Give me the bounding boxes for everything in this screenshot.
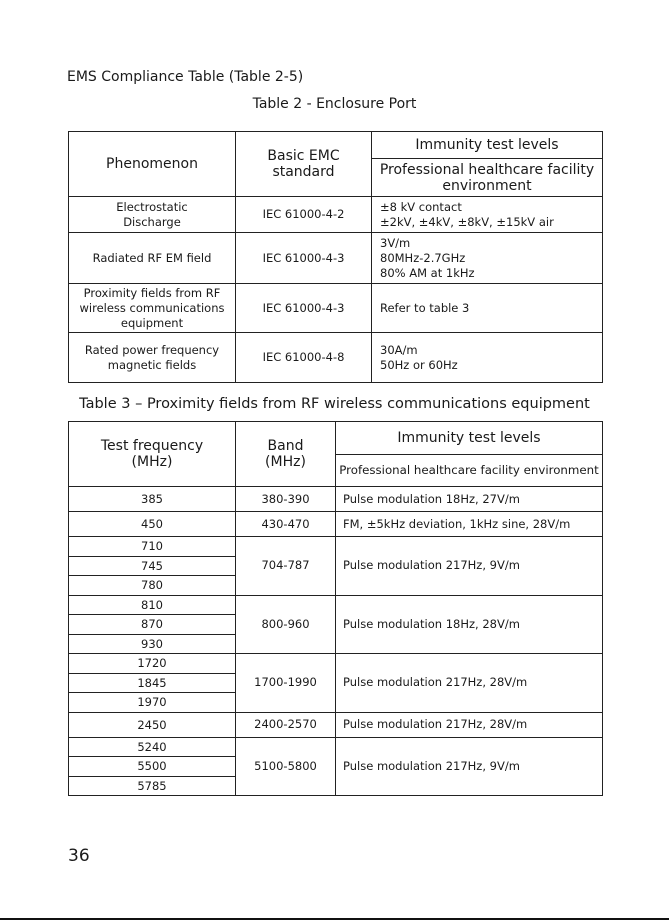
header-band: [236, 422, 336, 487]
frequency-cell: 1845: [69, 673, 236, 693]
enclosure-port-table: [68, 131, 603, 383]
phenomenon-line: Discharge: [123, 214, 181, 229]
frequency-cell: 2450: [69, 712, 236, 737]
immunity-level-cell: Pulse modulation 18Hz, 28V/m: [336, 595, 603, 654]
page-bottom-rule: [0, 918, 669, 920]
phenomenon-line: magnetic fields: [107, 357, 197, 372]
table-row: [69, 233, 603, 284]
table-row: [69, 284, 603, 333]
standard-cell: IEC 61000-4-8: [236, 333, 372, 383]
header-environment: Professional healthcare facility environment: [372, 159, 603, 197]
immunity-level-cell: FM, ±5kHz deviation, 1kHz sine, 28V/m: [336, 512, 603, 537]
phenomenon-cell: [69, 284, 236, 333]
immunity-level-cell: Pulse modulation 217Hz, 28V/m: [336, 654, 603, 713]
band-cell: 800-960: [236, 595, 336, 654]
header-band-line1: Band: [267, 438, 304, 454]
immunity-level-cell: Pulse modulation 217Hz, 9V/m: [336, 737, 603, 796]
level-line: 3V/m: [380, 235, 411, 250]
table-row: [69, 712, 603, 737]
phenomenon-line: Rated power frequency: [84, 342, 220, 357]
level-line: Refer to table 3: [380, 300, 470, 315]
frequency-cell: 5500: [69, 757, 236, 777]
band-cell: 380-390: [236, 487, 336, 512]
table-row: [69, 595, 603, 615]
header-basic-standard: Basic EMC standard: [236, 132, 372, 197]
level-line: 80% AM at 1kHz: [380, 265, 475, 280]
table-row: [69, 197, 603, 233]
levels-cell: [372, 197, 603, 233]
frequency-cell: 450: [69, 512, 236, 537]
page-number: 36: [68, 846, 90, 866]
band-cell: 1700-1990: [236, 654, 336, 713]
phenomenon-line: Electrostatic: [116, 199, 188, 214]
header-immunity-levels: Immunity test levels: [372, 132, 603, 159]
header-band-line2: (MHz): [265, 454, 306, 470]
header-test-frequency: [69, 422, 236, 487]
frequency-cell: 5240: [69, 737, 236, 757]
table-row: [69, 654, 603, 674]
section-title: EMS Compliance Table (Table 2-5): [67, 69, 304, 85]
header-immunity-levels: Immunity test levels: [336, 422, 603, 455]
table2-caption: Table 2 - Enclosure Port: [252, 96, 417, 112]
standard-cell: IEC 61000-4-3: [236, 233, 372, 284]
band-cell: 430-470: [236, 512, 336, 537]
frequency-cell: 1720: [69, 654, 236, 674]
standard-cell: IEC 61000-4-3: [236, 284, 372, 333]
frequency-cell: 810: [69, 595, 236, 615]
levels-cell: [372, 333, 603, 383]
table3-caption: Table 3 – Proximity fields from RF wireless communications equipment: [79, 396, 590, 412]
immunity-level-cell: Pulse modulation 18Hz, 27V/m: [336, 487, 603, 512]
header-test-frequency-line1: Test frequency: [100, 438, 204, 454]
phenomenon-line: wireless communications: [79, 300, 225, 315]
table-row: [69, 537, 603, 557]
phenomenon-line: Radiated RF EM field: [92, 250, 212, 265]
frequency-cell: 385: [69, 487, 236, 512]
frequency-cell: 745: [69, 556, 236, 576]
frequency-cell: 870: [69, 615, 236, 635]
phenomenon-cell: [69, 197, 236, 233]
frequency-cell: 1970: [69, 693, 236, 713]
band-cell: 2400-2570: [236, 712, 336, 737]
frequency-cell: 5785: [69, 776, 236, 796]
level-line: 30A/m: [380, 342, 418, 357]
immunity-level-cell: Pulse modulation 217Hz, 9V/m: [336, 537, 603, 596]
phenomenon-cell: [69, 333, 236, 383]
band-cell: 5100-5800: [236, 737, 336, 796]
level-line: ±8 kV contact: [380, 199, 462, 214]
standard-cell: IEC 61000-4-2: [236, 197, 372, 233]
levels-cell: [372, 233, 603, 284]
levels-cell: [372, 284, 603, 333]
header-phenomenon: Phenomenon: [69, 132, 236, 197]
level-line: ±2kV, ±4kV, ±8kV, ±15kV air: [380, 214, 554, 229]
header-environment: Professional healthcare facility environment: [336, 455, 603, 487]
immunity-level-cell: Pulse modulation 217Hz, 28V/m: [336, 712, 603, 737]
table-row: [69, 333, 603, 383]
level-line: 50Hz or 60Hz: [380, 357, 458, 372]
phenomenon-line: equipment: [120, 315, 184, 330]
phenomenon-line: Proximity fields from RF: [83, 285, 221, 300]
table-row: [69, 737, 603, 757]
level-line: 80MHz-2.7GHz: [380, 250, 466, 265]
proximity-fields-table: [68, 421, 603, 796]
table-row: [69, 512, 603, 537]
phenomenon-cell: [69, 233, 236, 284]
frequency-cell: 710: [69, 537, 236, 557]
frequency-cell: 930: [69, 634, 236, 654]
band-cell: 704-787: [236, 537, 336, 596]
table-row: [69, 487, 603, 512]
header-test-frequency-line2: (MHz): [131, 454, 173, 470]
frequency-cell: 780: [69, 576, 236, 596]
